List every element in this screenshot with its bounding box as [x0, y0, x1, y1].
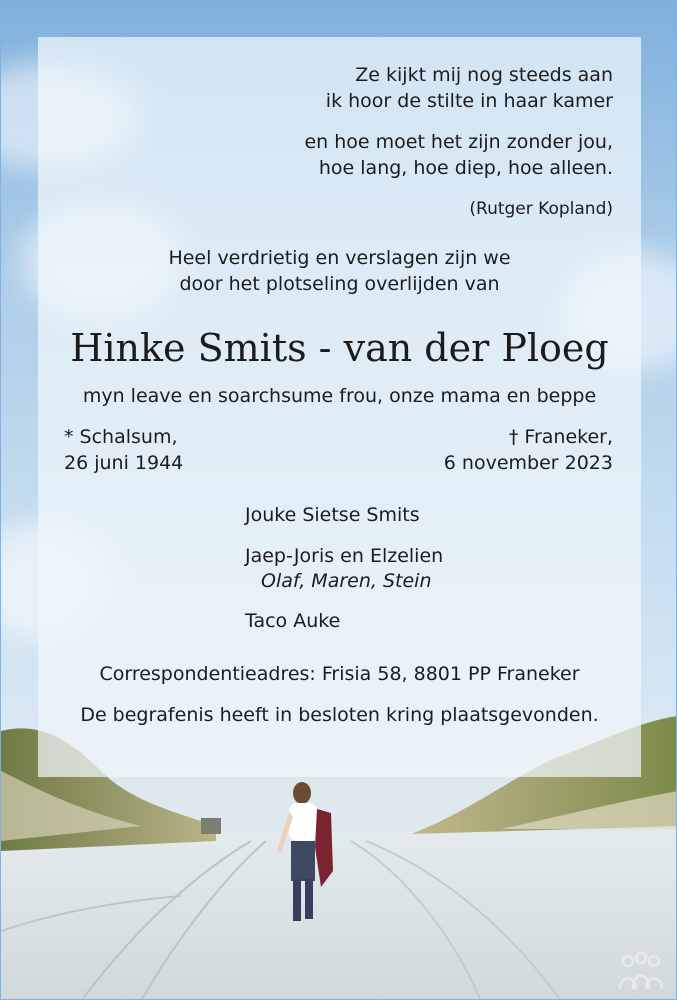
family-spouse: Jouke Sietse Smits [245, 504, 420, 526]
death-place: † Franeker, [508, 426, 613, 448]
family-child: Taco Auke [245, 610, 341, 632]
correspondence-address: Correspondentieadres: Frisia 58, 8801 PP Franeker [99, 663, 580, 685]
poem-line: Ze kijkt mij nog steeds aan [355, 64, 613, 86]
intro-line: Heel verdrietig en verslagen zijn we [168, 247, 511, 269]
deceased-name: Hinke Smits - van der Ploeg [70, 326, 609, 370]
funeral-note: De begrafenis heeft in besloten kring plaatsgevonden. [80, 704, 599, 726]
intro-line: door het plotseling overlijden van [179, 273, 500, 295]
poem-author: (Rutger Kopland) [469, 199, 613, 219]
poem-line: en hoe moet het zijn zonder jou, [304, 131, 613, 153]
people-icon [616, 951, 666, 991]
poem-line: ik hoor de stilte in haar kamer [325, 90, 613, 112]
family-grandchildren: Olaf, Maren, Stein [261, 570, 432, 592]
family-child: Jaep-Joris en Elzelien [245, 545, 444, 567]
death-date: 6 november 2023 [443, 452, 613, 474]
birth-date: 26 juni 1944 [64, 452, 184, 474]
relation-text: myn leave en soarchsume frou, onze mama en beppe [82, 385, 597, 407]
birth-place: * Schalsum, [64, 426, 178, 448]
poem-line: hoe lang, hoe diep, hoe alleen. [318, 157, 613, 179]
